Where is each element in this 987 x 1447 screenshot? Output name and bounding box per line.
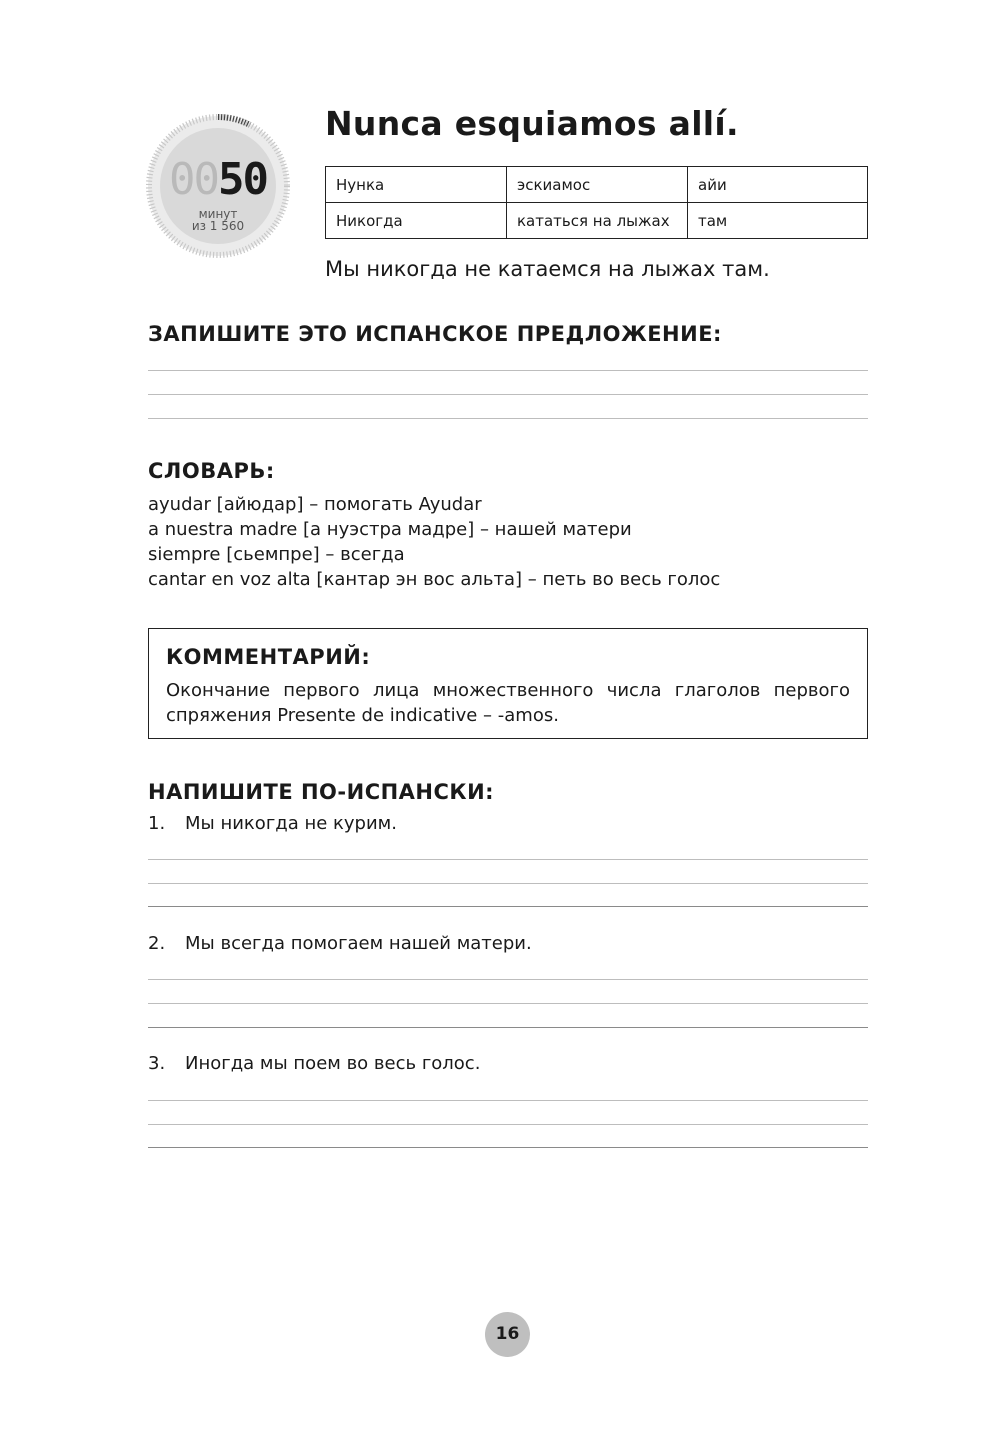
timer-unit: минут	[198, 207, 238, 221]
answer-line[interactable]	[148, 1147, 868, 1148]
table-row	[326, 167, 868, 203]
task-text: Мы никогда не курим.	[185, 813, 397, 834]
table-cell: эскиамос	[507, 167, 688, 203]
task-text: Мы всегда помогаем нашей матери.	[185, 933, 532, 954]
timer-dim-digits: 00	[169, 154, 218, 205]
dictionary-heading: СЛОВАРЬ:	[148, 459, 275, 483]
exercise-task	[148, 933, 532, 954]
table-cell: кататься на лыжах	[507, 203, 688, 239]
exercise-heading: НАПИШИТЕ ПО-ИСПАНСКИ:	[148, 780, 495, 804]
task-text: Иногда мы поем во весь голос.	[185, 1053, 481, 1074]
answer-line[interactable]	[148, 883, 868, 884]
table-row	[326, 203, 868, 239]
answer-line[interactable]	[148, 979, 868, 980]
dictionary-entry: ayudar [айюдар] – помогать Ayudar	[148, 494, 482, 515]
table-cell: там	[688, 203, 868, 239]
timer-badge	[146, 114, 290, 258]
table-cell: айи	[688, 167, 868, 203]
pronunciation-table	[325, 166, 868, 239]
dictionary-entry: a nuestra madre [а нуэстра мадре] – нашей матери	[148, 519, 632, 540]
task-number: 3.	[148, 1053, 166, 1074]
comment-box	[148, 628, 868, 739]
dictionary-entry: siempre [сьемпре] – всегда	[148, 544, 405, 565]
sentence-title: Nunca esquiamos allí.	[325, 104, 739, 143]
answer-line[interactable]	[148, 859, 868, 860]
translation-text: Мы никогда не катаемся на лыжах там.	[325, 257, 770, 281]
comment-heading: КОММЕНТАРИЙ:	[166, 645, 371, 669]
exercise-task	[148, 1053, 480, 1074]
task-number: 1.	[148, 813, 166, 834]
table-cell: Нунка	[326, 167, 507, 203]
page-number: 16	[485, 1312, 530, 1357]
dictionary-list	[148, 492, 720, 592]
table-cell: Никогда	[326, 203, 507, 239]
answer-line[interactable]	[148, 1100, 868, 1101]
answer-line[interactable]	[148, 1124, 868, 1125]
writing-line[interactable]	[148, 394, 868, 395]
timer-total: из 1 560	[191, 219, 245, 233]
timer-display	[146, 154, 290, 205]
writing-line[interactable]	[148, 418, 868, 419]
exercise-task	[148, 813, 397, 834]
answer-line[interactable]	[148, 1027, 868, 1028]
dictionary-entry: cantar en voz alta [кантар эн вос альта] – петь во весь голос	[148, 569, 721, 590]
write-sentence-heading: ЗАПИШИТЕ ЭТО ИСПАНСКОЕ ПРЕДЛОЖЕНИЕ:	[148, 322, 722, 346]
answer-line[interactable]	[148, 1003, 868, 1004]
timer-value: 50	[218, 154, 267, 205]
task-number: 2.	[148, 933, 166, 954]
answer-line[interactable]	[148, 906, 868, 907]
comment-text: Окончание первого лица множественного числа глаголов первого спряжения Presente de indicative – -amos.	[166, 680, 850, 726]
writing-line[interactable]	[148, 370, 868, 371]
